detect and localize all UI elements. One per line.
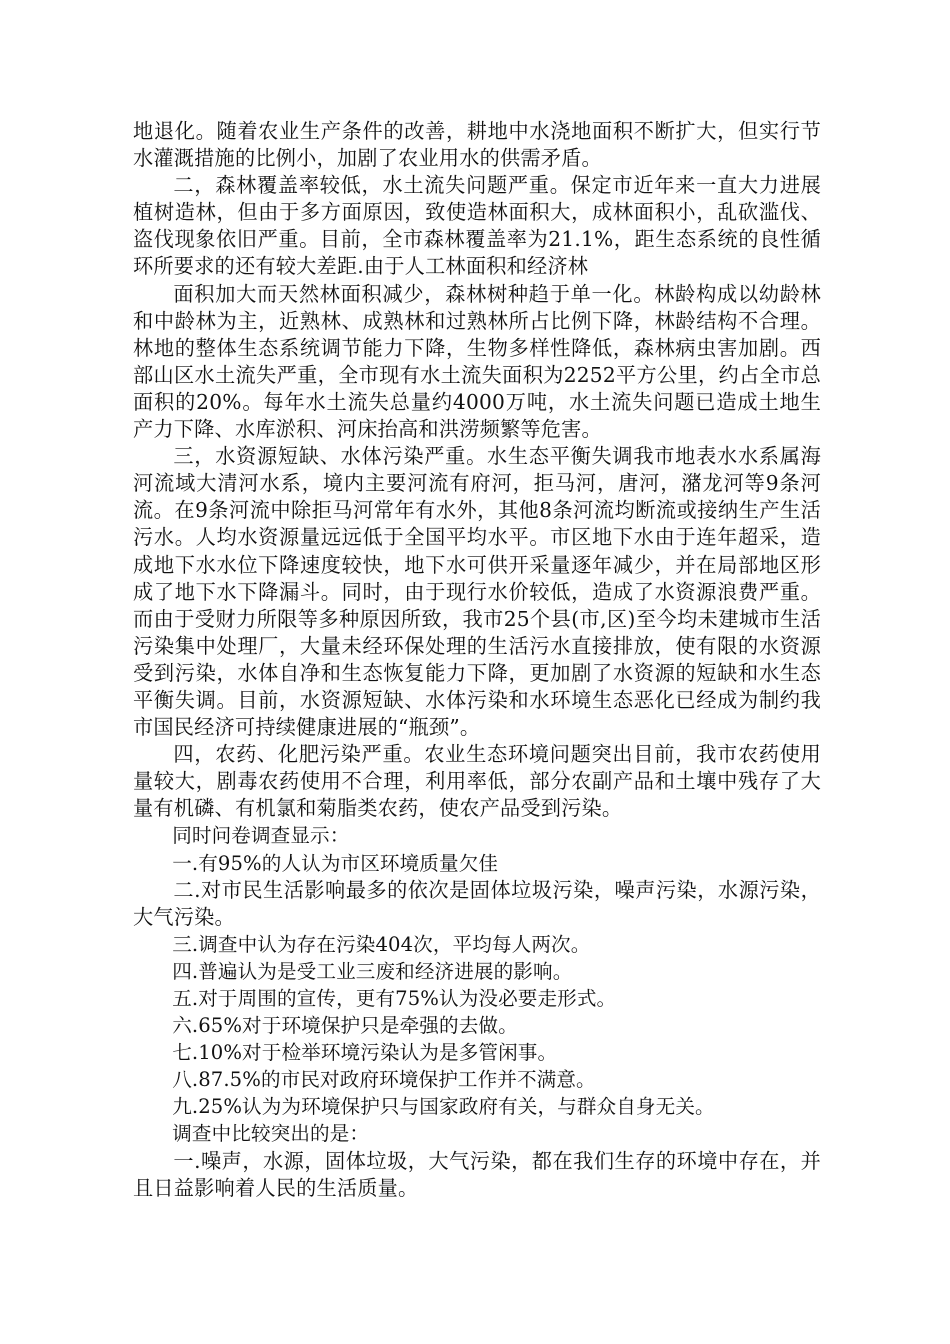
survey-item-2: 二.对市民生活影响最多的依次是固体垃圾污染，噪声污染，水源污染，大气污染。 (133, 877, 821, 929)
survey-item-6: 六.65%对于环境保护只是牵强的去做。 (172, 1014, 518, 1038)
survey-findings-intro: 调查中比较突出的是： (172, 1122, 370, 1146)
survey-item-7: 七.10%对于检举环境污染认为是多管闲事。 (172, 1041, 558, 1065)
document-body (133, 118, 821, 1202)
survey-item-1: 一.有95%的人认为市区环境质量欠佳 (172, 851, 499, 875)
survey-item-9: 九.25%认为为环境保护只与国家政府有关，与群众自身无关。 (172, 1095, 715, 1119)
paragraph-pesticide-pollution: 四，农药、化肥污染严重。农业生态环境问题突出目前，我市农药使用量较大，剧毒农药使用不合理，利用率低，部分农副产品和土壤中残存了大量有机磷、有机氯和菊脂类农药，使农产品受到污染。 (133, 742, 821, 821)
survey-intro: 同时问卷调查显示： (172, 824, 350, 848)
paragraph-land-degradation: 地退化。随着农业生产条件的改善，耕地中水浇地面积不断扩大，但实行节水灌溉措施的比例小，加剧了农业用水的供需矛盾。 (133, 119, 821, 171)
survey-finding-1: 一.噪声，水源，固体垃圾，大气污染，都在我们生存的环境中存在，并且日益影响着人民的生活质量。 (133, 1148, 821, 1200)
survey-item-4: 四.普遍认为是受工业三废和经济进展的影响。 (172, 959, 573, 983)
paragraph-water-resources: 三，水资源短缺、水体污染严重。水生态平衡失调我市地表水水系属海河流域大清河水系，境内主要河流有府河，拒马河，唐河，潴龙河等9条河流。在9条河流中除拒马河常年有水外，其他8条河流均断流或接纳生产生活污水。人均水资源量远远低于全国平均水平。市区地下水由于连年超采，造成地下水水位下降速度较快，地下水可供开采量逐年减少，并在局部地区形成了地下水下降漏斗。同时，由于现行水价较低，造成了水资源浪费严重。而由于受财力所限等多种原因所致，我市25个县(市,区)至今均未建城市生活污染集中处理厂，大量未经环保处理的生活污水直接排放，使有限的水资源受到污染，水体自净和生态恢复能力下降，更加剧了水资源的短缺和水生态平衡失调。目前，水资源短缺、水体污染和水环境生态恶化已经成为制约我市国民经济可持续健康进展的“瓶颈”。 (133, 444, 821, 740)
survey-item-5: 五.对于周围的宣传，更有75%认为没必要走形式。 (172, 987, 617, 1010)
paragraph-forest-structure: 面积加大而天然林面积减少，森林树种趋于单一化。林龄构成以幼龄林和中龄林为主，近熟林、成熟林和过熟林所占比例下降，林龄结构不合理。林地的整体生态系统调节能力下降，生物多样性降低，森林病虫害加剧。西部山区水土流失严重，全市现有水土流失面积为2252平方公里，约占全市总面积的20%。每年水土流失总量约4000万吨，水土流失问题已造成土地生产力下降、水库淤积、河床抬高和洪涝频繁等危害。 (133, 281, 821, 442)
survey-item-3: 三.调查中认为存在污染404次，平均每人两次。 (172, 932, 591, 956)
paragraph-forest-coverage: 二，森林覆盖率较低，水土流失问题严重。保定市近年来一直大力进展植树造林，但由于多方面原因，致使造林面积大，成林面积小，乱砍滥伐、盗伐现象依旧严重。目前，全市森林覆盖率为21.1%，距生态系统的良性循环所要求的还有较大差距.由于人工林面积和经济林 (133, 173, 821, 279)
survey-item-8: 八.87.5%的市民对政府环境保护工作并不满意。 (172, 1068, 596, 1092)
